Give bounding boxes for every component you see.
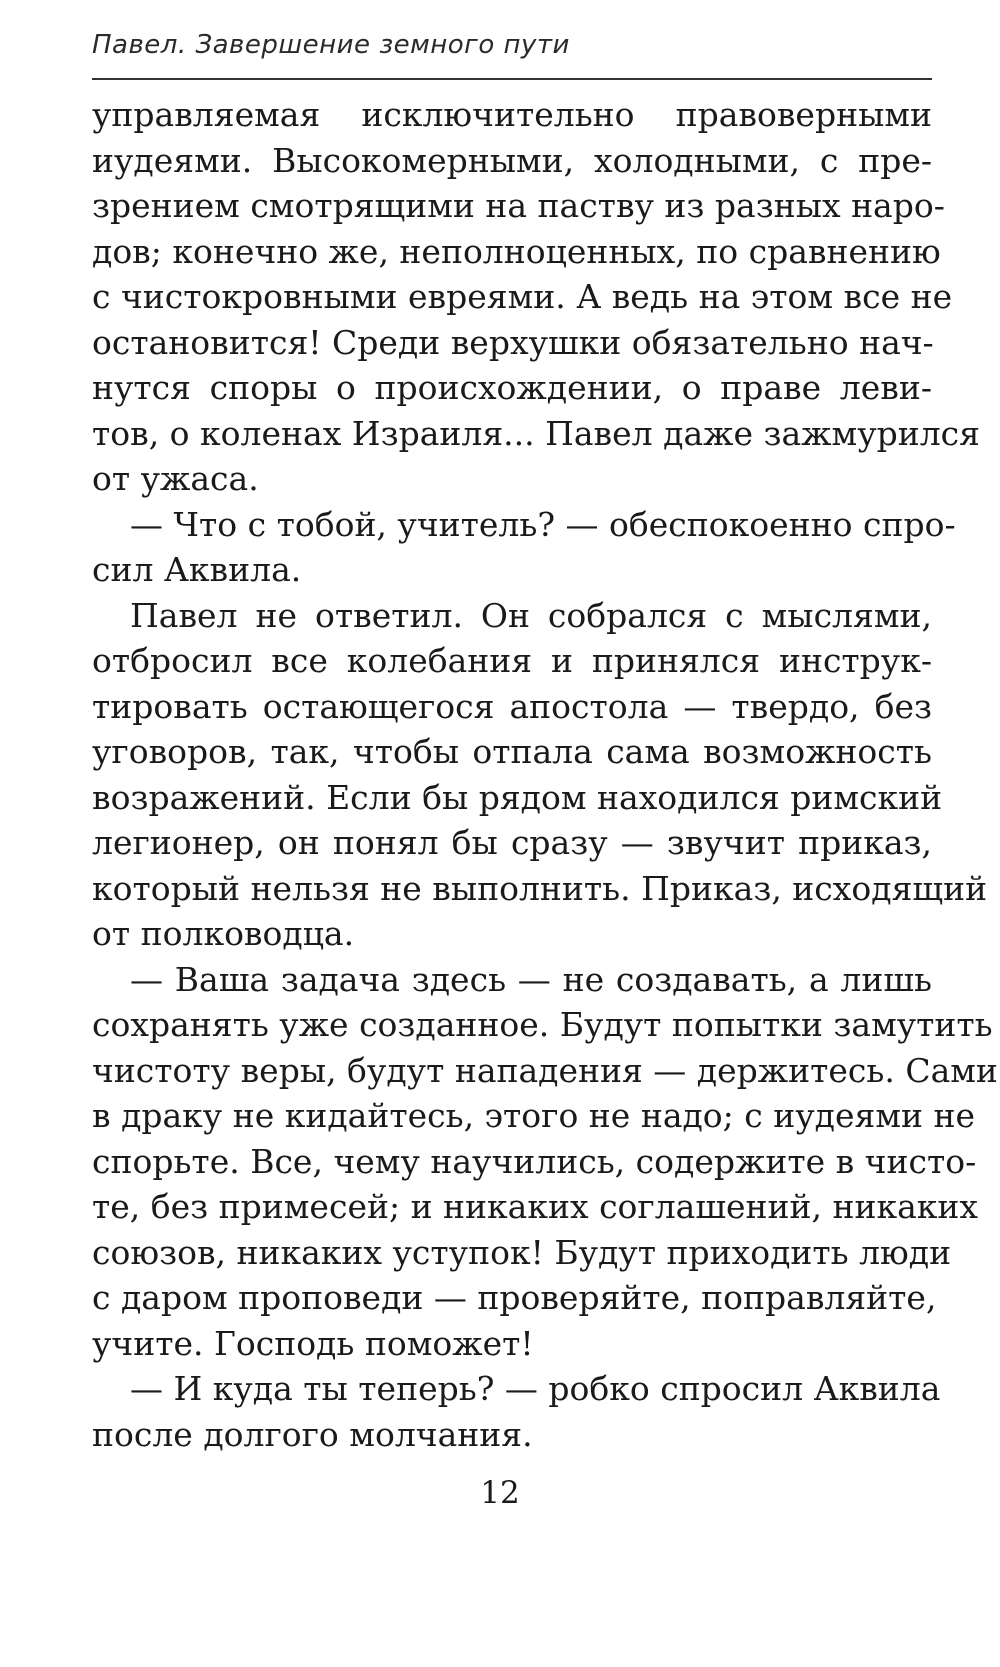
text-line: с чистокровными евреями. А ведь на этом все не: [92, 277, 953, 316]
text-line: легионер, он понял бы сразу — звучит приказ,: [92, 823, 932, 862]
text-line: — Ваша задача здесь — не создавать, а лишь: [130, 959, 932, 999]
text-line: от полководца.: [92, 914, 355, 953]
text-line: уговоров, так, чтобы отпала сама возможность: [92, 732, 932, 771]
text-line: тировать остающегося апостола — твердо, без: [92, 686, 932, 726]
text-line: управляемая исключительно правоверными: [92, 95, 932, 134]
text-line: Павел не ответил. Он собрался с мыслями,: [130, 595, 932, 635]
text-line: дов; конечно же, неполноценных, по сравнению: [92, 231, 941, 271]
text-line: — Что с тобой, учитель? — обеспокоенно спро-: [130, 504, 956, 544]
text-line: остановится! Среди верхушки обязательно нач-: [92, 322, 934, 362]
text-line: который нельзя не выполнить. Приказ, исходящий: [92, 868, 988, 908]
text-line: союзов, никаких уступок! Будут приходить люди: [92, 1232, 952, 1272]
text-line: спорьте. Все, чему научились, содержите в чисто-: [92, 1141, 977, 1181]
text-line: отбросил все колебания и принялся инструк-: [92, 641, 932, 680]
running-head-title: Павел. Завершение земного пути: [92, 30, 570, 60]
text-line: те, без примесей; и никаких соглашений, никаких: [92, 1187, 979, 1226]
text-line: — И куда ты теперь? — робко спросил Аквила: [130, 1369, 941, 1408]
text-line: иудеями. Высокомерными, холодными, с пре-: [92, 140, 932, 180]
page-number: 12: [480, 1475, 520, 1511]
text-line: учите. Господь поможет!: [92, 1323, 534, 1363]
text-line: возражений. Если бы рядом находился римский: [92, 777, 943, 817]
text-line: сил Аквила.: [92, 550, 302, 589]
text-line: сохранять уже созданное. Будут попытки замутить: [92, 1005, 993, 1044]
text-line: в драку не кидайтесь, этого не надо; с иудеями не: [92, 1096, 976, 1135]
text-line: зрением смотрящими на паству из разных наро-: [92, 186, 945, 225]
text-line: чистоту веры, будут нападения — держитесь. Сами: [92, 1050, 998, 1090]
text-line: нутся споры о происхождении, о праве леви-: [92, 368, 932, 407]
body-text: [92, 92, 998, 1457]
text-line: с даром проповеди — проверяйте, поправляйте,: [92, 1278, 937, 1317]
text-line: после долгого молчания.: [92, 1414, 533, 1454]
text-line: от ужаса.: [92, 459, 259, 498]
text-line: тов, о коленах Израиля... Павел даже зажмурился: [92, 413, 980, 453]
header-divider: [92, 78, 932, 80]
